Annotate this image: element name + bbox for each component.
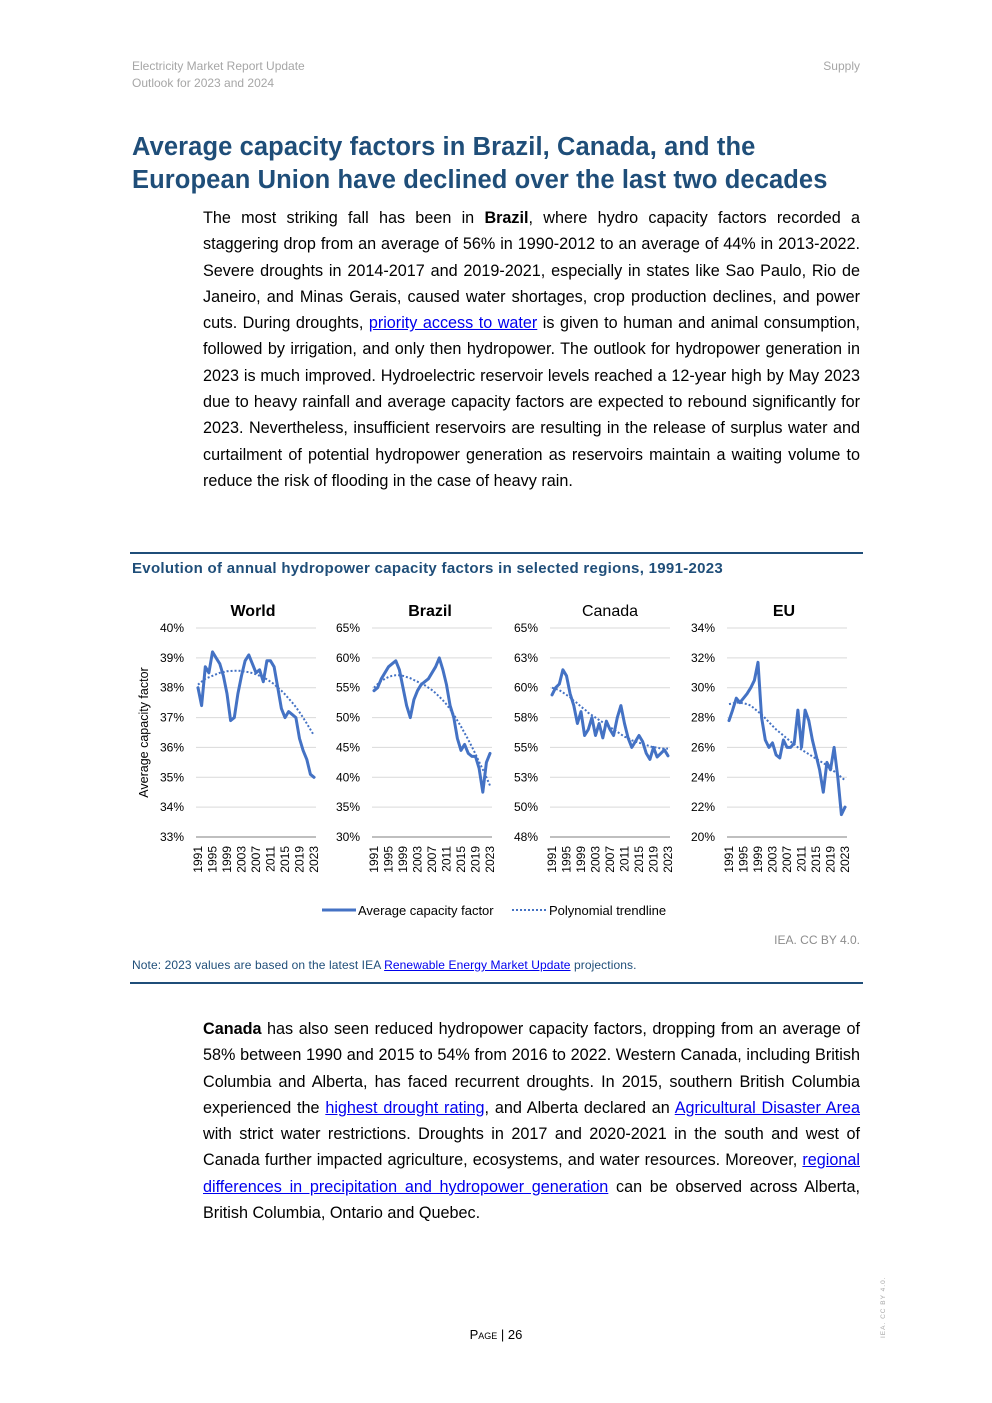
world-x-tick-label: 2019 bbox=[292, 846, 307, 873]
world-y-tick-label: 37% bbox=[159, 710, 184, 725]
canada-trendline bbox=[552, 688, 668, 749]
eu-y-tick-label: 24% bbox=[690, 770, 715, 785]
brazil-trendline bbox=[374, 675, 490, 785]
p2-bold-canada: Canada bbox=[203, 1020, 262, 1038]
brazil-x-tick-label: 1999 bbox=[396, 846, 410, 873]
doc-title-line1: Electricity Market Report Update bbox=[132, 59, 305, 73]
paragraph-canada bbox=[203, 1016, 860, 1226]
eu-x-tick-label: 1991 bbox=[722, 846, 736, 873]
eu-x-tick-label: 2007 bbox=[780, 846, 794, 873]
world-y-tick-label: 38% bbox=[159, 680, 184, 695]
canada-y-tick-label: 50% bbox=[513, 800, 538, 815]
p2-text-a: has also seen reduced hydropower capacity factors, dropping from an average of 58% between 1990 and 2015 to 54% from 2016 to 2022. Western Canada, including British Columbia and Alberta, has faced recurrent droughts. In 2015, southern British Columbia experienced the bbox=[203, 1020, 860, 1117]
eu-x-tick-label: 1999 bbox=[751, 846, 765, 873]
canada-y-tick-label: 53% bbox=[513, 770, 538, 785]
world-x-tick-label: 2007 bbox=[249, 846, 263, 873]
canada-x-tick-label: 2003 bbox=[588, 846, 603, 873]
brazil-capacity-factor-line bbox=[374, 658, 490, 792]
eu-y-tick-label: 26% bbox=[690, 740, 715, 755]
canada-capacity-factor-line bbox=[552, 670, 668, 760]
link-regional-differences[interactable]: regional differences in precipitation and hydropower generation bbox=[203, 1151, 860, 1196]
world-x-tick-label: 1991 bbox=[191, 846, 205, 873]
section-label: Supply bbox=[823, 59, 860, 73]
canada-x-tick-label: 1995 bbox=[559, 846, 574, 873]
paragraph-brazil bbox=[203, 205, 860, 494]
canada-x-tick-label: 2015 bbox=[632, 846, 646, 873]
eu-x-tick-label: 2011 bbox=[794, 846, 809, 872]
chart-bottom-rule bbox=[130, 982, 863, 984]
panel-title-brazil: Brazil bbox=[408, 603, 452, 620]
eu-capacity-factor-line bbox=[729, 662, 845, 814]
page-label: Page bbox=[469, 1327, 498, 1342]
canada-x-tick-label: 1999 bbox=[574, 846, 588, 873]
brazil-y-tick-label: 65% bbox=[335, 621, 360, 635]
panel-title-canada: Canada bbox=[581, 603, 639, 620]
capacity-factor-chart bbox=[0, 590, 992, 930]
world-x-tick-label: 2015 bbox=[278, 846, 292, 873]
world-y-tick-label: 39% bbox=[159, 650, 184, 665]
brazil-x-tick-label: 2023 bbox=[483, 846, 497, 873]
p1-text-c: is given to human and animal consumption, followed by irrigation, and only then hydropower. The outlook for hydropower generation in 2023 is much improved. Hydroelectric reservoir levels reached a 12-year high by May 2023 due to heavy rainfall and average capacity factors are expected to rebound significantly for 2023. Nevertheless, insufficient reservoirs are resulting in the release of surplus water and curtailment of potential hydropower generation as reservoirs maintain a waiting volume to reduce the risk of flooding in the case of heavy rain. bbox=[203, 314, 861, 490]
canada-x-tick-label: 2019 bbox=[646, 846, 661, 873]
p2-text-c: with strict water restrictions. Droughts in 2017 and 2020-2021 in the south and west of Canada further impacted agriculture, ecosystems, and water resources. Moreover, bbox=[203, 1125, 860, 1170]
world-x-tick-label: 1995 bbox=[205, 846, 220, 873]
brazil-x-tick-label: 1995 bbox=[381, 846, 396, 873]
brazil-y-tick-label: 35% bbox=[335, 800, 360, 815]
world-y-tick-label: 36% bbox=[159, 740, 184, 755]
world-capacity-factor-line bbox=[198, 652, 314, 777]
eu-x-tick-label: 2019 bbox=[823, 846, 838, 873]
eu-x-tick-label: 1995 bbox=[736, 846, 751, 873]
eu-x-tick-label: 2015 bbox=[809, 846, 823, 873]
world-x-tick-label: 2003 bbox=[234, 846, 249, 873]
world-y-tick-label: 33% bbox=[159, 830, 184, 844]
canada-y-tick-label: 60% bbox=[513, 680, 538, 695]
chart-title: Evolution of annual hydropower capacity factors in selected regions, 1991-2023 bbox=[132, 560, 724, 577]
legend-label-trend: Polynomial trendline bbox=[549, 903, 667, 918]
canada-x-tick-label: 2007 bbox=[603, 846, 617, 873]
brazil-y-tick-label: 50% bbox=[335, 710, 360, 725]
world-x-tick-label: 1999 bbox=[220, 846, 234, 873]
doc-title-line2: Outlook for 2023 and 2024 bbox=[132, 76, 275, 90]
p1-text-a: The most striking fall has been in bbox=[203, 209, 485, 227]
canada-y-tick-label: 65% bbox=[513, 621, 538, 635]
world-y-tick-label: 40% bbox=[159, 621, 184, 635]
canada-x-tick-label: 1991 bbox=[545, 846, 559, 873]
legend-label-actual: Average capacity factor bbox=[358, 903, 494, 918]
link-agricultural-disaster-area[interactable]: Agricultural Disaster Area bbox=[674, 1098, 860, 1117]
side-credit bbox=[880, 1270, 892, 1340]
panel-title-eu: EU bbox=[772, 603, 796, 620]
panel-title-world: World bbox=[230, 603, 276, 620]
canada-y-tick-label: 63% bbox=[513, 650, 538, 665]
world-x-tick-label: 2023 bbox=[307, 846, 321, 873]
document-header bbox=[132, 58, 305, 92]
brazil-y-tick-label: 40% bbox=[335, 770, 360, 785]
canada-x-tick-label: 2011 bbox=[617, 846, 632, 872]
eu-y-tick-label: 22% bbox=[690, 800, 715, 815]
eu-y-tick-label: 20% bbox=[690, 830, 715, 844]
world-y-tick-label: 34% bbox=[159, 800, 184, 815]
p2-text-d: can be observed across Alberta, British Columbia, Ontario and Quebec. bbox=[203, 1177, 860, 1223]
brazil-y-tick-label: 30% bbox=[335, 830, 360, 844]
link-renewable-energy-market-update[interactable]: Renewable Energy Market Update bbox=[384, 958, 571, 972]
eu-y-tick-label: 30% bbox=[690, 680, 715, 695]
p1-text-b: , where hydro capacity factors recorded a staggering drop from an average of 56% in 1990-2012 to an average of 44% in 2013-2022. Severe droughts in 2014-2017 and 2019-2021, especially in states like Sao Paulo, Rio de Janeiro, and Minas Gerais, caused water shortages, crop production declines, and power cuts. During droughts, bbox=[203, 209, 860, 333]
eu-y-tick-label: 28% bbox=[690, 710, 715, 725]
brazil-y-tick-label: 55% bbox=[335, 680, 360, 695]
brazil-x-tick-label: 2003 bbox=[410, 846, 425, 873]
page-footer: Page | 26 bbox=[469, 1327, 523, 1342]
link-highest-drought-rating[interactable]: highest drought rating bbox=[325, 1098, 485, 1117]
link-priority-access-to-water[interactable]: priority access to water bbox=[368, 314, 538, 333]
side-credit-text: IEA. CC BY 4.0. bbox=[880, 1276, 887, 1338]
chart-top-rule bbox=[130, 552, 863, 554]
note-text-b: projections. bbox=[570, 958, 637, 972]
canada-y-tick-label: 55% bbox=[513, 740, 538, 755]
brazil-x-tick-label: 2011 bbox=[439, 846, 454, 872]
world-x-tick-label: 2011 bbox=[263, 846, 278, 872]
y-axis-label: Average capacity factor bbox=[137, 667, 151, 798]
brazil-x-tick-label: 2019 bbox=[468, 846, 483, 873]
page-number: 26 bbox=[507, 1327, 523, 1342]
p2-text-b: , and Alberta declared an bbox=[484, 1098, 675, 1117]
brazil-x-tick-label: 2015 bbox=[454, 846, 468, 873]
p1-bold-brazil: Brazil bbox=[484, 209, 529, 227]
canada-x-tick-label: 2023 bbox=[661, 846, 675, 873]
brazil-x-tick-label: 1991 bbox=[367, 846, 381, 873]
eu-y-tick-label: 34% bbox=[690, 621, 715, 635]
source-credit: IEA. CC BY 4.0. bbox=[774, 933, 860, 947]
canada-y-tick-label: 48% bbox=[513, 830, 538, 844]
page-heading: Average capacity factors in Brazil, Canada, and the European Union have declined over the last two decades bbox=[132, 133, 828, 194]
note-text-a: Note: 2023 values are based on the latest IEA bbox=[132, 958, 385, 972]
brazil-y-tick-label: 45% bbox=[335, 740, 360, 755]
brazil-y-tick-label: 60% bbox=[335, 650, 360, 665]
eu-x-tick-label: 2023 bbox=[838, 846, 852, 873]
canada-y-tick-label: 58% bbox=[513, 710, 538, 725]
brazil-x-tick-label: 2007 bbox=[425, 846, 439, 873]
eu-y-tick-label: 32% bbox=[690, 650, 715, 665]
chart-note bbox=[132, 958, 637, 972]
eu-x-tick-label: 2003 bbox=[765, 846, 780, 873]
world-y-tick-label: 35% bbox=[159, 770, 184, 785]
